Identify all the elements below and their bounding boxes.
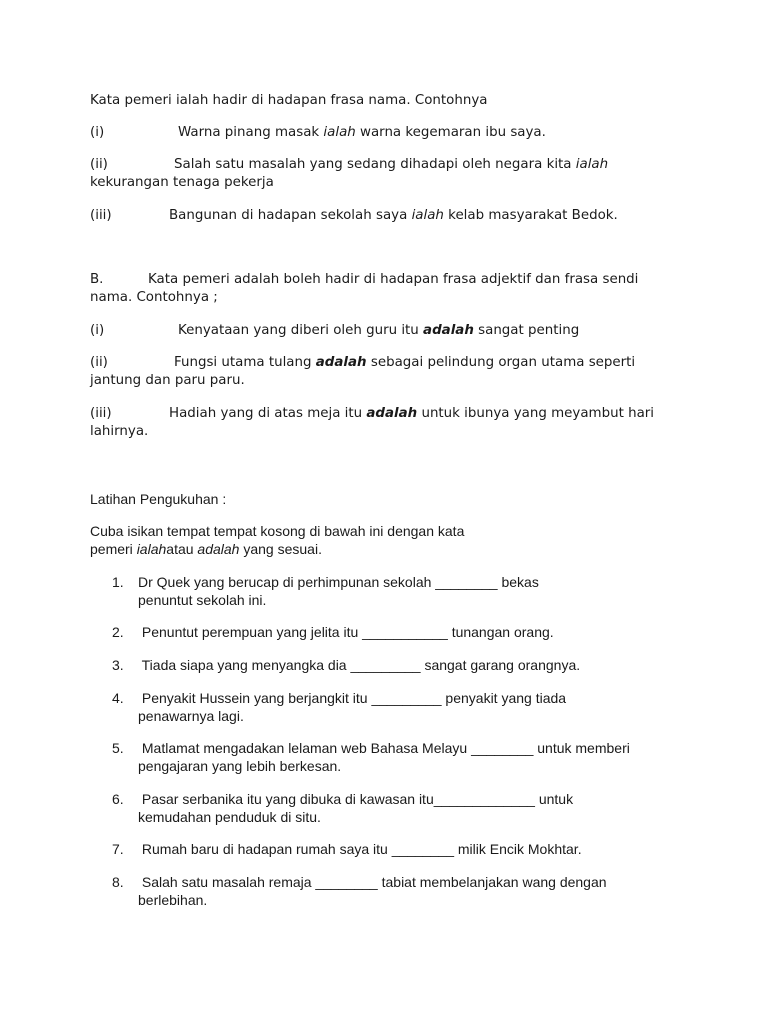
keyword-adalah: adalah <box>366 406 418 421</box>
section-b-example-2 <box>90 354 636 390</box>
example-number: (ii) <box>90 157 108 172</box>
example-sentence: Kenyataan yang diberi oleh guru itu adalah sangat penting <box>178 323 580 338</box>
section-b-intro-text: Kata pemeri adalah boleh hadir di hadapan frasa adjektif dan frasa sendi <box>148 272 639 287</box>
example-continuation: lahirnya. <box>90 424 149 439</box>
example-number: (i) <box>90 125 105 140</box>
exercise-item-8 <box>112 873 607 909</box>
item-number: 6. <box>112 791 124 807</box>
item-number: 5. <box>112 740 124 756</box>
exercise-instructions: Cuba isikan tempat tempat kosong di bawah ini dengan kata pemeri ialahatau adalah yang sesuai. <box>90 523 465 557</box>
exercise-item-4 <box>112 689 566 725</box>
section-b-example-1 <box>90 322 580 340</box>
example-sentence: Salah satu masalah yang sedang dihadapi oleh negara kita ialah <box>174 157 609 172</box>
item-text: Dr Quek yang berucap di perhimpunan sekolah ________ bekas <box>138 574 539 590</box>
item-number: 1. <box>112 574 124 590</box>
exercise-item-6 <box>112 790 573 826</box>
keyword-ialah: ialah <box>136 541 167 557</box>
keyword-adalah: adalah <box>423 323 474 338</box>
example-number: (ii) <box>90 355 108 370</box>
exercise-item-7 <box>112 840 582 858</box>
exercise-item-3 <box>112 656 580 674</box>
example-sentence: Bangunan di hadapan sekolah saya ialah kelab masyarakat Bedok. <box>169 208 618 223</box>
exercise-item-1 <box>112 573 539 609</box>
item-number: 8. <box>112 874 124 890</box>
section-a-intro: Kata pemeri ialah hadir di hadapan frasa nama. Contohnya <box>90 93 488 108</box>
example-sentence: Hadiah yang di atas meja itu adalah untuk ibunya yang meyambut hari <box>169 406 655 421</box>
section-a-example-1 <box>90 124 546 142</box>
section-b-intro-continuation: nama. Contohnya ; <box>90 290 218 305</box>
example-continuation: kekurangan tenaga pekerja <box>90 175 274 190</box>
section-b-label: B. <box>90 272 104 287</box>
exercise-title: Latihan Pengukuhan : <box>90 491 227 507</box>
keyword-ialah: ialah <box>575 157 609 172</box>
item-continuation: penuntut sekolah ini. <box>138 592 267 608</box>
section-a-example-2 <box>90 156 609 192</box>
example-continuation: jantung dan paru paru. <box>90 373 245 388</box>
item-number: 4. <box>112 690 124 706</box>
example-number: (iii) <box>90 208 112 223</box>
keyword-adalah: adalah <box>315 355 367 370</box>
item-text: Penyakit Hussein yang berjangkit itu _________ penyakit yang tiada <box>138 690 567 706</box>
exercise-item-5 <box>112 739 630 775</box>
item-continuation: berlebihan. <box>138 892 208 908</box>
example-sentence: Fungsi utama tulang adalah sebagai pelindung organ utama seperti <box>174 355 636 370</box>
item-continuation: penawarnya lagi. <box>138 708 244 724</box>
item-text: Penuntut perempuan yang jelita itu ___________ tunangan orang. <box>138 624 554 640</box>
section-b-intro <box>90 271 639 307</box>
item-continuation: kemudahan penduduk di situ. <box>138 809 321 825</box>
item-text: Matlamat mengadakan lelaman web Bahasa Melayu ________ untuk memberi <box>138 740 630 756</box>
item-continuation: pengajaran yang lebih berkesan. <box>138 758 342 774</box>
example-sentence: Warna pinang masak ialah warna kegemaran ibu saya. <box>178 125 546 140</box>
section-a-example-3 <box>90 207 618 225</box>
keyword-ialah: ialah <box>411 208 444 223</box>
item-number: 2. <box>112 624 124 640</box>
item-number: 7. <box>112 841 124 857</box>
example-number: (iii) <box>90 406 112 421</box>
keyword-ialah: ialah <box>323 125 356 140</box>
item-text: Pasar serbanika itu yang dibuka di kawasan itu_____________ untuk <box>138 791 574 807</box>
keyword-adalah: adalah <box>197 541 240 557</box>
exercise-item-2 <box>112 623 554 641</box>
section-b-example-3 <box>90 405 655 441</box>
example-number: (i) <box>90 323 105 338</box>
item-text: Tiada siapa yang menyangka dia _________ sangat garang orangnya. <box>138 657 581 673</box>
item-text: Salah satu masalah remaja ________ tabiat membelanjakan wang dengan <box>138 874 607 890</box>
item-text: Rumah baru di hadapan rumah saya itu ________ milik Encik Mokhtar. <box>138 841 582 857</box>
item-number: 3. <box>112 657 124 673</box>
